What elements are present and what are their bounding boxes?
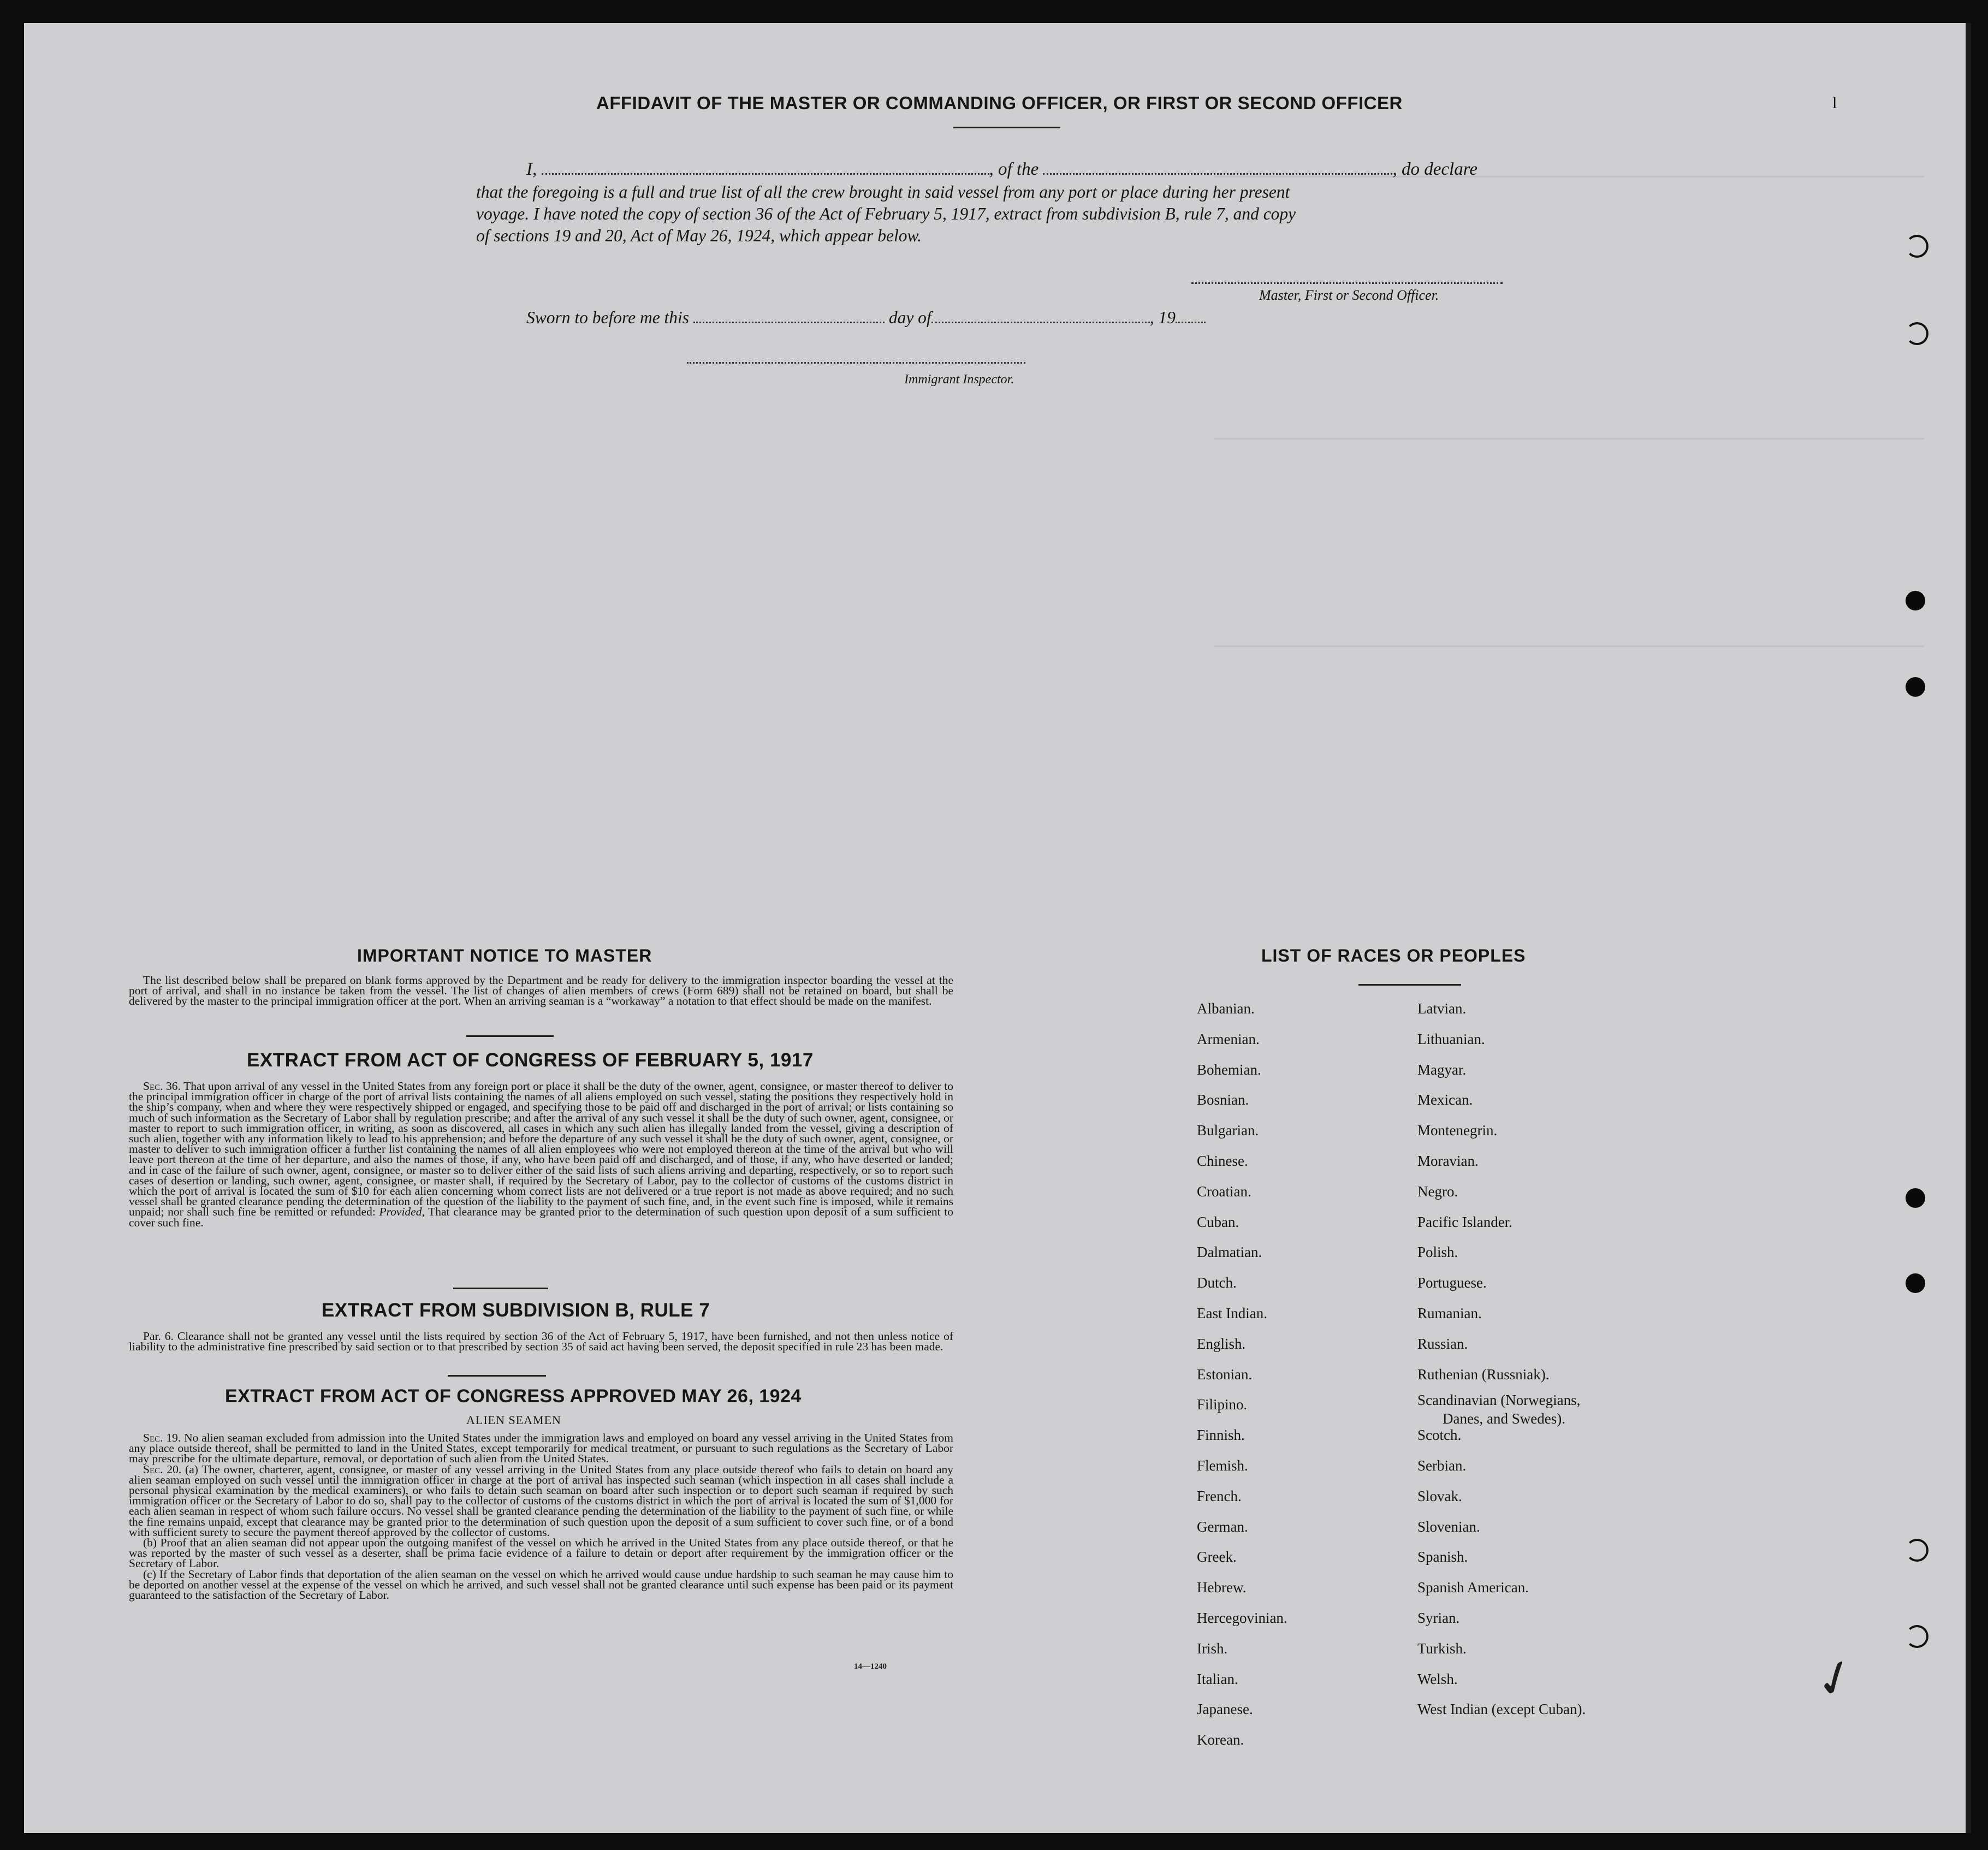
- rule-7-paragraph: Par. 6. Clearance shall not be granted any vessel until the lists required by section 36 of the Act of February 5, 1917, have been furnished, and not then unless notice of liability to the administrative fine prescribed by said section or to that prescribed by section 35 of said act having been served, the deposit specified in rule 23 has been made.: [129, 1330, 953, 1354]
- name-blank: [542, 173, 989, 175]
- extract-1924-heading: EXTRACT FROM ACT OF CONGRESS APPROVED MAY 26, 1924: [225, 1386, 802, 1407]
- race-item: Irish.: [1197, 1640, 1228, 1657]
- race-item: Serbian.: [1417, 1457, 1467, 1474]
- extract-1917-text: [129, 1081, 953, 1228]
- race-item: Welsh.: [1417, 1670, 1458, 1687]
- race-item: Turkish.: [1417, 1640, 1467, 1657]
- race-item: English.: [1197, 1335, 1246, 1352]
- sworn-start: Sworn to before me this: [526, 308, 690, 327]
- binding-hole: [1906, 677, 1925, 697]
- affidavit-heading: AFFIDAVIT OF THE MASTER OR COMMANDING OFFICER, OR FIRST OR SECOND OFFICER: [596, 93, 1403, 113]
- race-item: Slovak.: [1417, 1487, 1462, 1504]
- sec-36-text: That upon arrival of any vessel in the United States from any foreign port or place it shall be the duty of the owner, agent, consignee, or master thereof to deliver to the principal immigration officer in charge of the port of arrival lists containing the names of all aliens employed on such vessel, stating the positions they respectively hold in the ship’s company, when and where they were respectively shipped or engaged, and specifying those to be paid off and discharged in the port of arrival; or lists containing so much of such information as the Secretary of Labor shall by regulation prescribe; and after the arrival of any such vessel it shall be the duty of such owner, agent, consignee, or master to report to such immigration officer, in writing, as soon as discovered, all cases in which any such alien has illegally landed from the vessel, giving a description of such alien, together with any information likely to lead to his apprehension; and before the departure of any such vessel it shall be the duty of such owner, agent, consignee, or master to deliver to such immigration officer a further list containing the names of all alien employees who were not employed thereon at the time of the arrival but who will leave port thereon at the time of her departure, and also the names of those, if any, who have been paid off and discharged, and of those, if any, who have deserted or landed; and in case of the failure of such owner, agent, consignee, or master so to deliver either of the said lists of such aliens arriving and departing, respectively, or so to report such cases of desertion or landing, such owner, agent, consignee, or master shall, if required by the Secretary of Labor, pay to the collector of customs of the customs district in which the port of arrival is located the sum of $10 for each alien concerning whom correct lists are not delivered or a true report is not made as above required; and no such vessel shall be granted clearance pending the determination of the question of the liability to the payment of such fine, and, in the event such fine is imposed, while it remains unpaid; nor shall such fine be remitted or refunded:: [129, 1080, 953, 1219]
- affidavit-rule: [953, 127, 1060, 128]
- section-rule: [453, 1288, 548, 1289]
- affidavit-line4: of sections 19 and 20, Act of May 26, 1924, which appear below.: [476, 226, 922, 245]
- race-item: Rumanian.: [1417, 1305, 1482, 1321]
- race-item: Portuguese.: [1417, 1274, 1487, 1291]
- binding-hole: [1906, 591, 1925, 610]
- race-item: West Indian (except Cuban).: [1417, 1701, 1586, 1718]
- alien-seamen-subheading: ALIEN SEAMEN: [466, 1413, 561, 1427]
- proviso-text: That clearance may be granted prior to the determination of such question upon deposit of a sum sufficient to cover such fine.: [129, 1205, 954, 1229]
- race-item: Scandinavian (Norwegians,: [1417, 1392, 1581, 1409]
- binding-hole: [1906, 1273, 1925, 1293]
- race-item: Lithuanian.: [1417, 1030, 1485, 1047]
- binding-ring: [1906, 322, 1928, 345]
- affidavit-line1: [526, 159, 1477, 180]
- race-item: Negro.: [1417, 1183, 1458, 1200]
- affidavit-line1-end: , do declare: [1392, 159, 1477, 179]
- race-item: Hebrew.: [1197, 1579, 1247, 1596]
- race-item: Finnish.: [1197, 1427, 1245, 1444]
- sworn-mid: day of: [888, 308, 931, 327]
- affidavit-line3: voyage. I have noted the copy of section 36 of the Act of February 5, 1917, extract from subdivision B, rule 7, and copy: [476, 204, 1296, 223]
- proviso-label: Provided,: [379, 1205, 425, 1219]
- race-item: Polish.: [1417, 1244, 1458, 1261]
- race-item: Russian.: [1417, 1335, 1468, 1352]
- binding-hole: [1906, 1188, 1925, 1208]
- race-item: Cuban.: [1197, 1213, 1239, 1230]
- race-item: Pacific Islander.: [1417, 1213, 1512, 1230]
- race-item: Chinese.: [1197, 1153, 1248, 1169]
- notice-paragraph: The list described below shall be prepared on blank forms approved by the Department and be ready for delivery to the immigration inspector boarding the vessel at the port of arrival, and shall in no instance be taken from the vessel. The list of changes of alien members of crews (Form 689) shall not be retained on board, but shall be delivered by the master to the principal immigration officer at the port. When an arriving seaman is a “workaway” a notation to that effect should be made on the manifest.: [129, 974, 953, 1008]
- day-blank: [693, 321, 885, 323]
- race-item: Dutch.: [1197, 1274, 1237, 1291]
- sec-19-label: Sec. 19.: [143, 1431, 181, 1444]
- sec-20b-text: (b) Proof that an alien seaman did not appear upon the outgoing manifest of the vessel on which he arrived in the United States from any place outside thereof, or that he was reported by the master of such vessel as a deserter, shall be prima facie evidence of a failure to detain or deport after requirement by the immigration officer or the Secretary of Labor.: [129, 1536, 953, 1570]
- race-item: Japanese.: [1197, 1701, 1253, 1718]
- affidavit-line2: that the foregoing is a full and true list of all the crew brought in said vessel from any port or place during her present: [476, 182, 1290, 201]
- inspector-signature-blank: [687, 361, 1025, 364]
- race-item: Slovenian.: [1417, 1518, 1480, 1535]
- binding-ring: [1906, 1539, 1928, 1562]
- race-item: Croatian.: [1197, 1183, 1251, 1200]
- binding-ring: [1906, 235, 1928, 258]
- race-item: Korean.: [1197, 1732, 1244, 1748]
- sworn-end: , 19: [1149, 308, 1176, 327]
- affidavit-line1-mid: , of the: [989, 159, 1039, 179]
- race-item: Spanish.: [1417, 1549, 1468, 1566]
- race-item: Flemish.: [1197, 1457, 1248, 1474]
- bleed-through-line: [1214, 645, 1924, 647]
- pencil-mark-checkmark: ✓: [1807, 1647, 1865, 1712]
- sec-19-text: No alien seaman excluded from admission into the United States under the immigration laws and employed on board any vessel arriving in the United States from any place outside thereof, shall be permitted to land in the United States, except temporarily for medical treatment, or pursuant to such regulations as the Secretary of Labor may prescribe for the ultimate departure, removal, or deportation of such alien from the United States.: [129, 1431, 954, 1466]
- race-item: Ruthenian (Russniak).: [1417, 1366, 1550, 1383]
- notice-heading: IMPORTANT NOTICE TO MASTER: [357, 946, 652, 965]
- race-item: Albanian.: [1197, 1000, 1255, 1017]
- race-item: Moravian.: [1417, 1153, 1479, 1169]
- sec-36-label: Sec. 36.: [143, 1080, 181, 1093]
- year-blank: [1176, 321, 1206, 323]
- race-item: Italian.: [1197, 1670, 1238, 1687]
- extract-1924-text: [129, 1433, 953, 1600]
- document-page: [24, 23, 1971, 1833]
- races-rule: [1358, 984, 1461, 986]
- form-number: 14—1240: [854, 1662, 887, 1671]
- sworn-line: [526, 308, 1206, 328]
- section-rule: [466, 1035, 554, 1037]
- race-item: Estonian.: [1197, 1366, 1253, 1383]
- vessel-blank: [1043, 173, 1392, 175]
- race-item: Magyar.: [1417, 1061, 1467, 1078]
- master-signature-blank: [1191, 282, 1503, 284]
- race-item: Greek.: [1197, 1549, 1237, 1566]
- race-item: Latvian.: [1417, 1000, 1467, 1017]
- sec-20-label: Sec. 20.: [143, 1462, 182, 1476]
- rule-7-text: [129, 1331, 953, 1352]
- page-corner-mark: l: [1832, 94, 1837, 112]
- master-label: Master, First or Second Officer.: [1259, 287, 1439, 303]
- race-item: East Indian.: [1197, 1305, 1267, 1321]
- race-item: Danes, and Swedes).: [1443, 1410, 1565, 1427]
- race-item: German.: [1197, 1518, 1248, 1535]
- race-item: Scotch.: [1417, 1427, 1462, 1444]
- notice-text: [129, 975, 953, 1007]
- race-item: Filipino.: [1197, 1396, 1248, 1413]
- rule-7-heading: EXTRACT FROM SUBDIVISION B, RULE 7: [322, 1300, 710, 1321]
- month-blank: [931, 321, 1150, 323]
- bleed-through-line: [1214, 438, 1924, 440]
- sec-20a-text: (a) The owner, charterer, agent, consignee, or master of any vessel arriving in the United States from any place outside thereof who fails to detain on board any alien seaman employed on such vessel until the immigration officer in charge at the port of arrival has inspected such seaman (which inspection in all cases shall include a personal physical examination by the medical examiners), or who fails to detain such seaman on board after such inspection or to deport such seaman if required by such immigration officer or the Secretary of Labor to do so, shall pay to the collector of customs of the customs district in which the port of arrival is located the sum of $1,000 for each alien seaman in respect of whom such failure occurs. No vessel shall be granted clearance pending the determination of the liability to the payment of such fine, or while the fine remains unpaid, except that clearance may be granted prior to the determination of such question upon the deposit of a sum sufficient to cover such fine, or of a bond with sufficient surety to secure the payment thereof approved by the collector of customs.: [129, 1462, 954, 1539]
- section-rule: [448, 1375, 546, 1377]
- binding-ring: [1906, 1625, 1928, 1648]
- race-item: French.: [1197, 1487, 1242, 1504]
- race-item: Syrian.: [1417, 1610, 1460, 1626]
- race-item: Hercegovinian.: [1197, 1610, 1287, 1626]
- race-item: Dalmatian.: [1197, 1244, 1262, 1261]
- race-item: Spanish American.: [1417, 1579, 1529, 1596]
- race-item: Montenegrin.: [1417, 1122, 1498, 1139]
- affidavit-line1-start: I,: [526, 159, 537, 179]
- race-item: Bohemian.: [1197, 1061, 1261, 1078]
- races-heading: LIST OF RACES OR PEOPLES: [1261, 946, 1526, 965]
- inspector-label: Immigrant Inspector.: [904, 372, 1014, 387]
- race-item: Bulgarian.: [1197, 1122, 1259, 1139]
- race-item: Mexican.: [1417, 1092, 1473, 1108]
- race-item: Armenian.: [1197, 1030, 1260, 1047]
- sec-20c-text: (c) If the Secretary of Labor finds that deportation of the alien seaman on the vessel on which he arrived would cause undue hardship to such seaman he may cause him to be deported on another vessel at the expense of the vessel on which he arrived, and such vessel shall not be granted clearance until such expense has been paid or its payment guaranteed to the satisfaction of the Secretary of Labor.: [129, 1567, 953, 1602]
- extract-1917-heading: EXTRACT FROM ACT OF CONGRESS OF FEBRUARY 5, 1917: [247, 1049, 814, 1071]
- race-item: Bosnian.: [1197, 1092, 1249, 1108]
